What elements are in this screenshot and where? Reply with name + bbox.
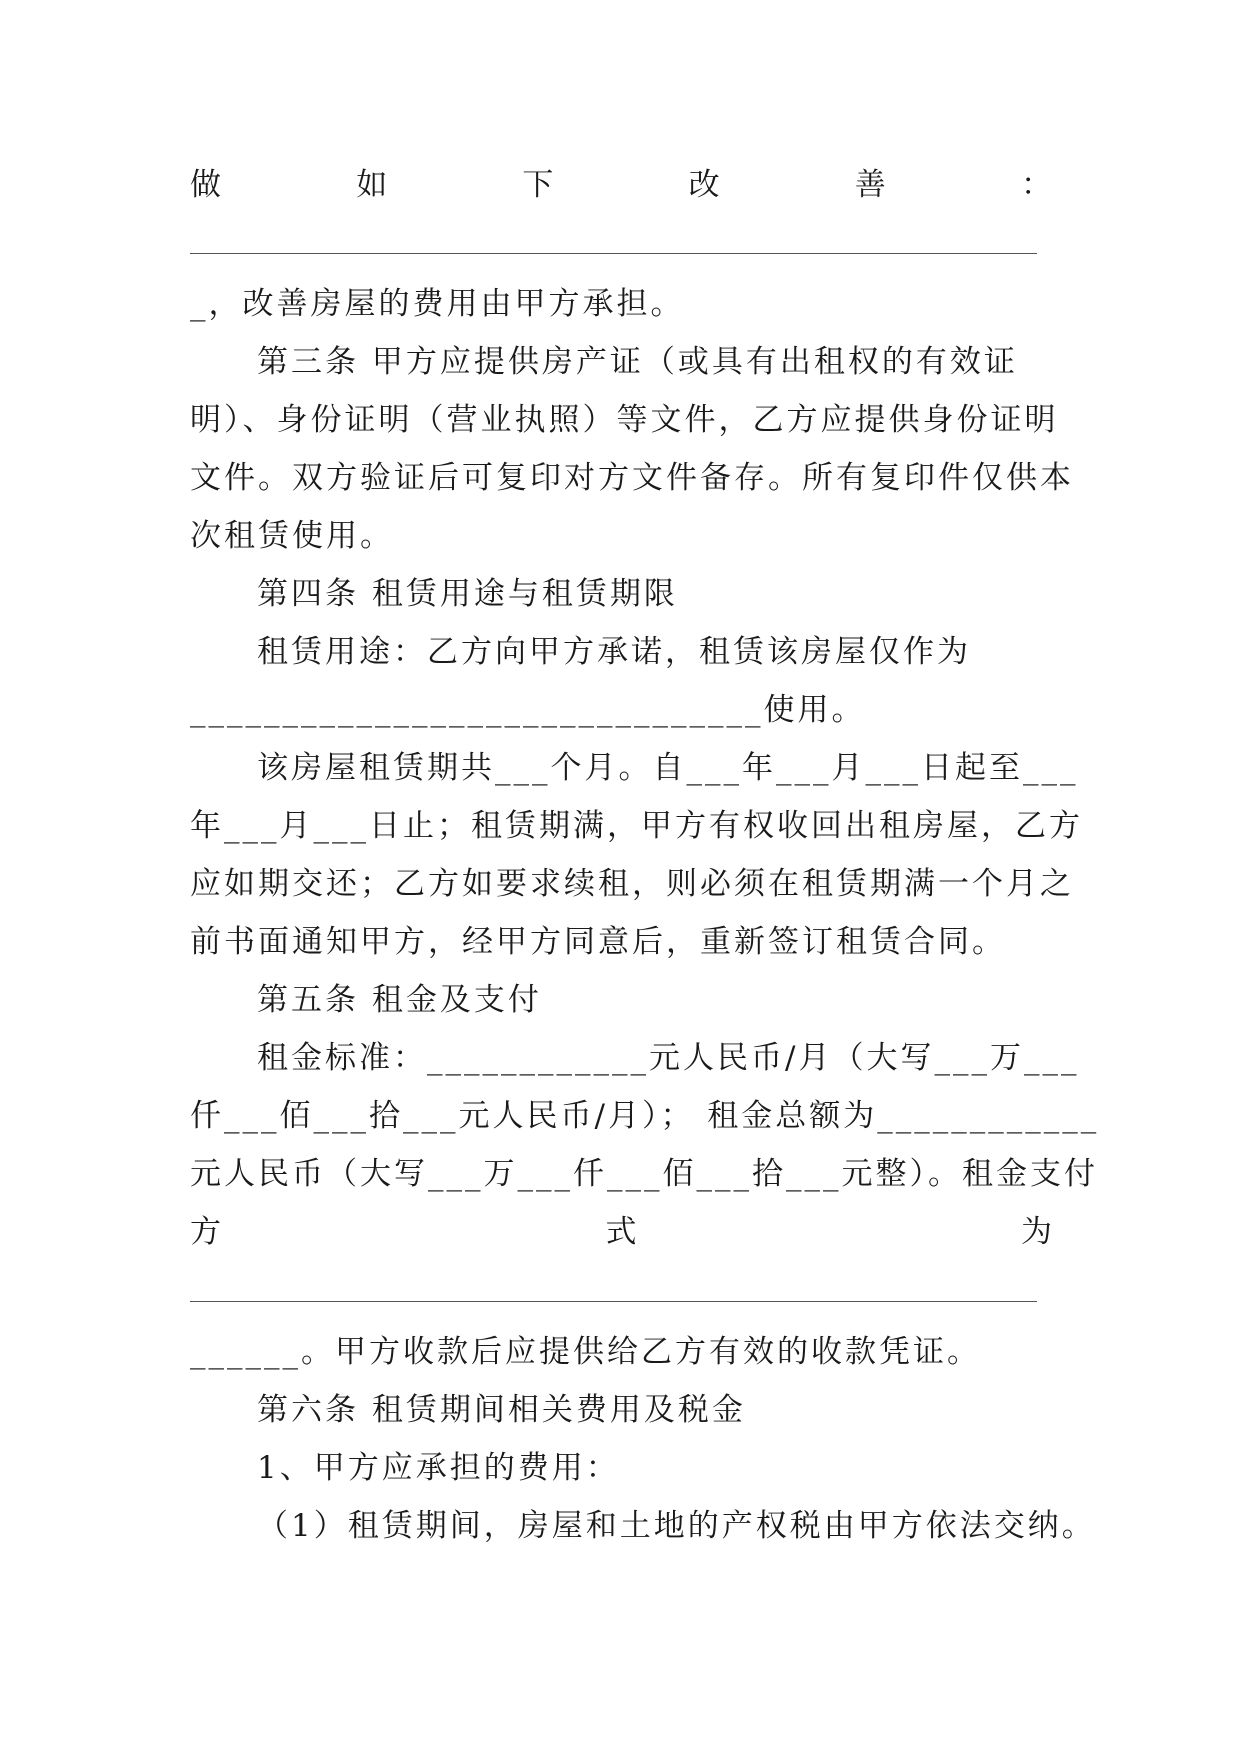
paragraph-line: 仟___佰___拾___元人民币/月）； 租金总额为____________ [190,1098,1100,1134]
spread-char: ： [1020,167,1052,203]
blank-fill-line [190,1301,1037,1302]
paragraph-line: 应如期交还；乙方如要求续租，则必须在租赁期满一个月之 [190,866,1074,902]
spread-line-top [190,165,1052,205]
paragraph-line: 租赁用途：乙方向甲方承诺，租赁该房屋仅作为 [257,634,971,670]
paragraph-line: 年___月___日止；租赁期满，甲方有权收回出租房屋，乙方 [190,808,1083,844]
spread-char: 善 [854,167,886,203]
paragraph-line: （1）租赁期间，房屋和土地的产权税由甲方依法交纳。 [257,1508,1096,1544]
article-5-heading: 第五条 租金及支付 [257,982,542,1018]
spread-char: 为 [1021,1214,1052,1250]
paragraph-line: 明）、身份证明（营业执照）等文件，乙方应提供身份证明 [190,402,1059,438]
paragraph-line: _，改善房屋的费用由甲方承担。 [190,286,685,322]
spread-char: 下 [522,167,554,203]
spread-char: 方 [190,1214,221,1250]
paragraph-line: ______。甲方收款后应提供给乙方有效的收款凭证。 [190,1334,981,1370]
paragraph-line: 次租赁使用。 [190,518,394,554]
spread-line-mid [190,1212,1052,1252]
paragraph-line: 1、甲方应承担的费用： [257,1450,620,1486]
paragraph-line: _______________________________使用。 [190,692,866,728]
spread-char: 式 [605,1214,637,1250]
article-3-heading: 第三条 甲方应提供房产证（或具有出租权的有效证 [257,344,1018,380]
paragraph-line: 文件。双方验证后可复印对方文件备存。所有复印件仅供本 [190,460,1074,496]
spread-char: 做 [190,167,221,203]
paragraph-line: 租金标准：____________元人民币/月（大写___万___ [257,1040,1080,1076]
spread-char: 改 [688,167,720,203]
paragraph-line: 元人民币（大写___万___仟___佰___拾___元整）。租金支付 [190,1156,1098,1192]
paragraph-line: 该房屋租赁期共___个月。自___年___月___日起至___ [257,750,1079,786]
paragraph-line: 前书面通知甲方，经甲方同意后，重新签订租赁合同。 [190,924,1006,960]
blank-fill-line [190,253,1037,254]
spread-char: 如 [356,167,388,203]
article-4-heading: 第四条 租赁用途与租赁期限 [257,576,678,612]
article-6-heading: 第六条 租赁期间相关费用及税金 [257,1392,746,1428]
